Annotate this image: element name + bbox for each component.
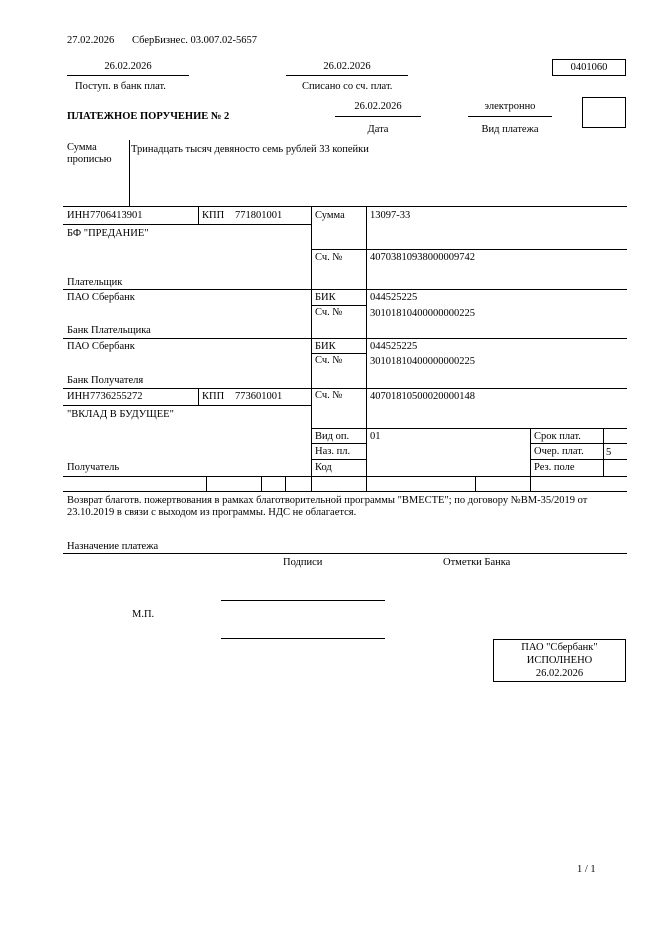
table-line xyxy=(285,476,286,491)
payee-caption: Получатель xyxy=(67,462,120,473)
payee-inn-label: ИНН xyxy=(67,391,90,402)
payee-bank-account: 30101810400000000225 xyxy=(370,356,475,367)
payment-type: электронно xyxy=(484,101,536,112)
debited-date-line xyxy=(286,75,408,76)
amount-in-words: Тринадцать тысяч девяносто семь рублей 33 копейки xyxy=(131,144,369,155)
payment-purpose-text: Возврат благотв. пожертвования в рамках благотворительной программы "ВМЕСТЕ"; по договору №ВМ-35/2019 от 23.10.2019 в связи с выходом из программы. НДС не облагается. xyxy=(67,495,588,518)
table-line xyxy=(63,289,627,290)
table-line xyxy=(311,459,366,460)
table-line xyxy=(366,476,367,491)
bank-stamp-status: ИСПОЛНЕНО xyxy=(526,655,593,666)
payee-inn: 7736255272 xyxy=(90,391,143,402)
amount-value: 13097-33 xyxy=(370,210,411,221)
received-date-label: Поступ. в банк плат. xyxy=(75,81,166,92)
payee-name: "ВКЛАД В БУДУЩЕЕ" xyxy=(67,409,174,420)
table-line xyxy=(63,388,627,389)
table-line xyxy=(475,476,476,491)
payer-caption: Плательщик xyxy=(67,277,123,288)
reserve-field-label: Рез. поле xyxy=(534,462,575,473)
amount-words-label-2: прописью xyxy=(67,154,112,165)
bank-marks-label: Отметки Банка xyxy=(443,557,511,568)
table-line xyxy=(63,206,627,207)
payment-type-line xyxy=(468,116,552,117)
payee-account-label: Сч. № xyxy=(315,390,343,401)
print-date: 27.02.2026 xyxy=(67,35,115,46)
payment-purpose-caption: Назначение платежа xyxy=(67,541,159,552)
table-line xyxy=(198,206,199,224)
purpose-line xyxy=(63,553,627,554)
code-label: Код xyxy=(315,462,332,473)
empty-code-box xyxy=(582,97,626,128)
payer-account: 40703810938000009742 xyxy=(370,252,475,263)
debited-date: 26.02.2026 xyxy=(323,61,371,72)
table-line xyxy=(63,224,311,225)
payer-kpp-label: КПП xyxy=(202,210,225,221)
stamp-label: М.П. xyxy=(132,609,155,620)
table-line xyxy=(311,428,627,429)
amount-words-divider xyxy=(129,140,130,206)
table-line xyxy=(530,476,531,491)
table-line xyxy=(63,491,627,492)
payee-kpp-label: КПП xyxy=(202,391,225,402)
signature-line-2 xyxy=(221,638,385,639)
amount-words-label-1: Сумма xyxy=(67,142,97,153)
table-line xyxy=(530,428,531,476)
document-date: 26.02.2026 xyxy=(354,101,402,112)
system-version: СберБизнес. 03.007.02-5657 xyxy=(132,35,257,46)
payment-type-label: Вид платежа xyxy=(481,124,539,135)
amount-label: Сумма xyxy=(315,210,345,221)
payment-order-label: Очер. плат. xyxy=(534,446,584,457)
payer-bank-account: 30101810400000000225 xyxy=(370,308,475,319)
payee-kpp: 773601001 xyxy=(235,391,283,402)
document-date-line xyxy=(335,116,421,117)
payer-inn-label: ИНН xyxy=(67,210,90,221)
op-type: 01 xyxy=(370,431,381,442)
table-line xyxy=(63,476,627,477)
table-line xyxy=(206,476,207,491)
table-line xyxy=(530,443,627,444)
payee-bank-name: ПАО Сбербанк xyxy=(67,341,135,352)
payer-bank-bik-label: БИК xyxy=(315,292,336,303)
received-date: 26.02.2026 xyxy=(104,61,152,72)
table-line xyxy=(311,206,312,476)
table-line xyxy=(530,459,627,460)
table-line xyxy=(311,305,366,306)
payer-account-label: Сч. № xyxy=(315,252,343,263)
table-line xyxy=(198,388,199,405)
table-line xyxy=(311,249,627,250)
table-line xyxy=(63,338,627,339)
payer-inn: 7706413901 xyxy=(90,210,143,221)
payment-order: 5 xyxy=(606,447,612,458)
document-title: ПЛАТЕЖНОЕ ПОРУЧЕНИЕ № 2 xyxy=(67,111,230,122)
payer-kpp: 771801001 xyxy=(235,210,283,221)
table-line xyxy=(603,428,604,476)
payee-account: 40701810500020000148 xyxy=(370,391,475,402)
signatures-label: Подписи xyxy=(283,557,323,568)
bank-stamp-date: 26.02.2026 xyxy=(535,668,584,679)
table-line xyxy=(311,353,366,354)
payment-term-label: Срок плат. xyxy=(534,431,581,442)
payee-bank-bik: 044525225 xyxy=(370,341,418,352)
table-line xyxy=(63,405,311,406)
table-line xyxy=(366,206,367,476)
purpose-code-label: Наз. пл. xyxy=(315,446,351,457)
payee-bank-account-label: Сч. № xyxy=(315,355,343,366)
page-number: 1 / 1 xyxy=(577,864,596,875)
payer-bank-caption: Банк Плательщика xyxy=(67,325,151,336)
received-date-line xyxy=(67,75,189,76)
signature-line-1 xyxy=(221,600,385,601)
payer-bank-account-label: Сч. № xyxy=(315,307,343,318)
table-line xyxy=(311,476,312,491)
table-line xyxy=(311,443,366,444)
payee-bank-caption: Банк Получателя xyxy=(67,375,144,386)
payer-bank-bik: 044525225 xyxy=(370,292,418,303)
debited-date-label: Списано со сч. плат. xyxy=(302,81,393,92)
form-code: 0401060 xyxy=(570,62,608,73)
payer-bank-name: ПАО Сбербанк xyxy=(67,292,135,303)
document-date-label: Дата xyxy=(367,124,389,135)
payee-bank-bik-label: БИК xyxy=(315,341,336,352)
payer-name: БФ "ПРЕДАНИЕ" xyxy=(67,228,149,239)
table-line xyxy=(261,476,262,491)
op-type-label: Вид оп. xyxy=(315,431,350,442)
bank-stamp-name: ПАО "Сбербанк" xyxy=(521,642,598,653)
